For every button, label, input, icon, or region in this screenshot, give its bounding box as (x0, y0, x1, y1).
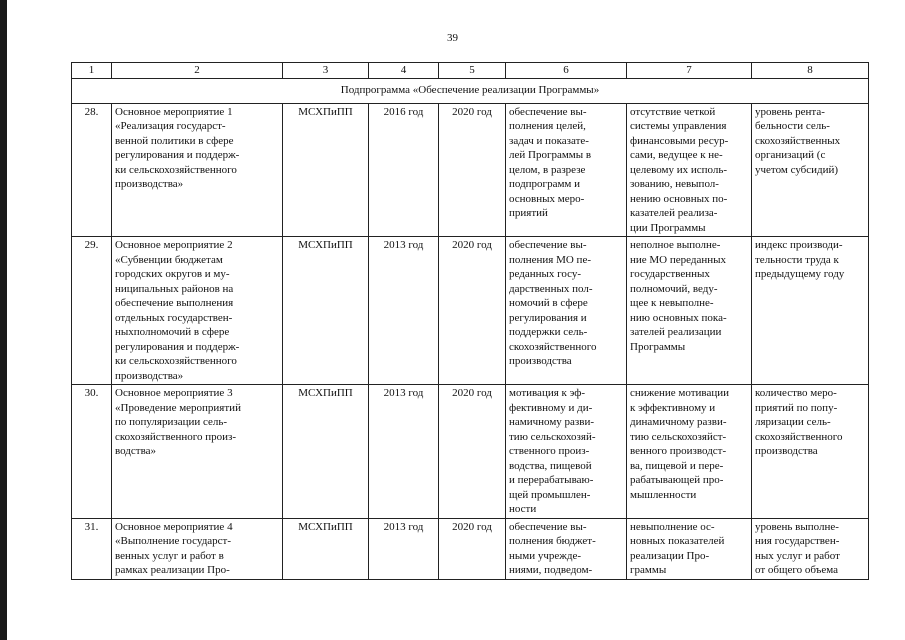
row-number: 28. (72, 103, 112, 237)
header-row (72, 63, 869, 79)
event-cell: Основное мероприятие 1 «Реализация государст- венной политики в сфере регулирования и поддерж- ки сельскохозяйственного производства» (112, 103, 283, 237)
event-cell: Основное мероприятие 3 «Проведение мероприятий по популяризации сель- скохозяйственного произ- водства» (112, 385, 283, 519)
col-header-4: 4 (369, 63, 439, 79)
start-year-cell: 2013 год (369, 385, 439, 519)
start-year-cell: 2013 год (369, 237, 439, 385)
table-row (72, 385, 869, 519)
indicator-cell: уровень выполне- ния государствен- ных услуг и работ от общего объема (752, 518, 869, 579)
executor-cell: МСХПиПП (283, 518, 369, 579)
consequences-cell: отсутствие четкой системы управления финансовыми ресур- сами, ведущее к не- целевому их исполь- зованию, невыпол- нению основных по- казателей реализа- ции Программы (627, 103, 752, 237)
table-row (72, 237, 869, 385)
subprogram-title: Подпрограмма «Обеспечение реализации Программы» (72, 78, 869, 103)
executor-cell: МСХПиПП (283, 385, 369, 519)
col-header-2: 2 (112, 63, 283, 79)
col-header-8: 8 (752, 63, 869, 79)
executor-cell: МСХПиПП (283, 103, 369, 237)
indicator-cell: уровень рента- бельности сель- скохозяйственных организаций (с учетом субсидий) (752, 103, 869, 237)
row-number: 31. (72, 518, 112, 579)
scan-edge (0, 0, 7, 640)
indicator-cell: индекс производи- тельности труда к предыдущему году (752, 237, 869, 385)
result-cell: обеспечение вы- полнения бюджет- ными учрежде- ниями, подведом- (506, 518, 627, 579)
row-number: 29. (72, 237, 112, 385)
executor-cell: МСХПиПП (283, 237, 369, 385)
col-header-5: 5 (439, 63, 506, 79)
row-number: 30. (72, 385, 112, 519)
result-cell: мотивация к эф- фективному и ди- намичному разви- тию сельскохозяй- ственного произ- водства, пищевой и перерабатываю- щей промышлен- ности (506, 385, 627, 519)
col-header-1: 1 (72, 63, 112, 79)
event-cell: Основное мероприятие 4 «Выполнение государст- венных услуг и работ в рамках реализации Про- (112, 518, 283, 579)
result-cell: обеспечение вы- полнения МО пе- реданных госу- дарственных пол- номочий в сфере регулирования и поддержки сель- скохозяйственного производства (506, 237, 627, 385)
event-cell: Основное мероприятие 2 «Субвенции бюджетам городских округов и му- ниципальных районов на обеспечение выполнения отдельных государствен- ныхполномочий в сфере регулирования и поддерж- ки сельскохозяйственного производства» (112, 237, 283, 385)
consequences-cell: невыполнение ос- новных показателей реализации Про- граммы (627, 518, 752, 579)
page-number: 39 (447, 32, 458, 44)
end-year-cell: 2020 год (439, 385, 506, 519)
table-row (72, 518, 869, 579)
result-cell: обеспечение вы- полнения целей, задач и показате- лей Программы в целом, в разрезе подпрограмм и основных меро- приятий (506, 103, 627, 237)
indicator-cell: количество меро- приятий по попу- ляризации сель- скохозяйственного производства (752, 385, 869, 519)
table-row (72, 103, 869, 237)
end-year-cell: 2020 год (439, 237, 506, 385)
program-table (71, 62, 869, 580)
subprogram-row (72, 78, 869, 103)
consequences-cell: неполное выполне- ние МО переданных государственных полномочий, веду- щее к невыполне- нию основных пока- зателей реализации Программы (627, 237, 752, 385)
consequences-cell: снижение мотивации к эффективному и динамичному разви- тию сельскохозяйст- венного производст- ва, пищевой и пере- рабатывающей про- мышленности (627, 385, 752, 519)
col-header-3: 3 (283, 63, 369, 79)
start-year-cell: 2016 год (369, 103, 439, 237)
col-header-6: 6 (506, 63, 627, 79)
end-year-cell: 2020 год (439, 518, 506, 579)
start-year-cell: 2013 год (369, 518, 439, 579)
col-header-7: 7 (627, 63, 752, 79)
end-year-cell: 2020 год (439, 103, 506, 237)
